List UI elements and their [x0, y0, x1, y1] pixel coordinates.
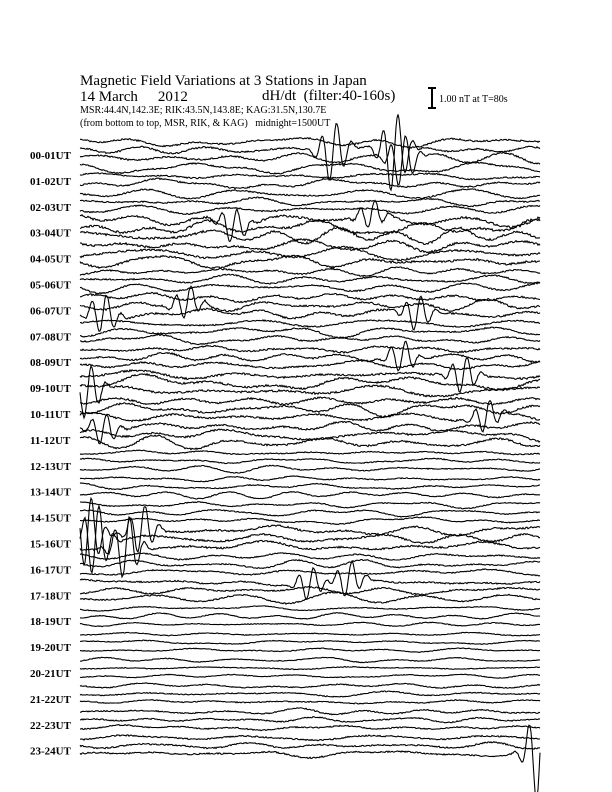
- trace-kag-14-15ut: [80, 502, 540, 509]
- trace-kag-12-13ut: [80, 450, 540, 455]
- hour-label: 08-09UT: [30, 357, 71, 370]
- trace-rik-02-03ut: [80, 197, 540, 207]
- hour-label: 13-14UT: [30, 486, 71, 499]
- hour-label: 02-03UT: [30, 201, 71, 214]
- trace-msr-18-19ut: [80, 622, 540, 626]
- trace-msr-04-05ut: [80, 255, 540, 268]
- trace-rik-10-11ut: [80, 403, 540, 418]
- midnight-note: midnight=1500UT: [255, 118, 331, 129]
- trace-msr-16-17ut: [80, 569, 540, 576]
- trace-rik-12-13ut: [80, 458, 540, 464]
- trace-kag-23-24ut: [80, 735, 540, 741]
- trace-rik-03-04ut: [80, 219, 540, 234]
- trace-msr-12-13ut: [80, 465, 540, 473]
- hour-label: 15-16UT: [30, 538, 71, 551]
- trace-kag-01-02ut: [80, 162, 540, 174]
- date-day: 14: [80, 89, 95, 105]
- trace-msr-08-09ut: [80, 360, 540, 370]
- hour-label: 19-20UT: [30, 642, 71, 655]
- trace-msr-10-11ut: [80, 401, 540, 432]
- trace-msr-14-15ut: [80, 517, 540, 525]
- trace-rik-23-24ut: [80, 742, 540, 750]
- trace-rik-17-18ut: [80, 587, 540, 595]
- trace-kag-20-21ut: [80, 657, 540, 662]
- trace-msr-20-21ut: [80, 674, 540, 678]
- hour-label: 20-21UT: [30, 668, 71, 680]
- trace-msr-05-06ut: [80, 283, 540, 294]
- hour-label: 06-07UT: [30, 305, 71, 318]
- hour-label: 23-24UT: [30, 745, 71, 758]
- hour-label: 21-22UT: [30, 693, 71, 706]
- hour-label: 22-23UT: [30, 719, 71, 732]
- scale-label: 1.00 nT at T=80s: [439, 94, 508, 105]
- trace-kag-21-22ut: [80, 683, 540, 689]
- trace-kag-19-20ut: [80, 632, 540, 636]
- trace-kag-18-19ut: [80, 606, 540, 611]
- order-note: (from bottom to top, MSR, RIK, & KAG): [80, 118, 248, 129]
- date-month: March: [98, 89, 138, 105]
- trace-kag-16-17ut: [80, 553, 540, 560]
- hour-label: 18-19UT: [30, 616, 71, 629]
- trace-msr-22-23ut: [80, 725, 540, 731]
- trace-rik-21-22ut: [80, 691, 540, 697]
- trace-rik-01-02ut: [80, 173, 540, 180]
- hour-label: 05-06UT: [30, 279, 71, 292]
- hour-label: 09-10UT: [30, 383, 71, 396]
- trace-msr-19-20ut: [80, 648, 540, 652]
- trace-msr-07-08ut: [80, 335, 540, 345]
- trace-rik-18-19ut: [80, 613, 540, 619]
- trace-kag-13-14ut: [80, 476, 540, 482]
- hour-label: 01-02UT: [30, 175, 71, 188]
- filter-label: (filter:40-160s): [303, 88, 396, 104]
- trace-rik-05-06ut: [80, 274, 540, 284]
- trace-msr-21-22ut: [80, 700, 540, 704]
- trace-rik-14-15ut: [80, 510, 540, 517]
- trace-msr-11-12ut: [80, 435, 540, 450]
- trace-kag-08-09ut: [80, 346, 540, 354]
- hour-label: 07-08UT: [30, 331, 71, 344]
- trace-rik-20-21ut: [80, 667, 540, 670]
- trace-rik-22-23ut: [80, 717, 540, 723]
- chart-title: Magnetic Field Variations at 3 Stations in Japan: [80, 73, 367, 89]
- trace-kag-02-03ut: [80, 189, 540, 199]
- trace-rik-13-14ut: [80, 483, 540, 490]
- trace-rik-19-20ut: [80, 640, 540, 644]
- trace-kag-00-01ut: [80, 138, 540, 149]
- trace-rik-06-07ut: [80, 286, 540, 318]
- trace-msr-13-14ut: [80, 492, 540, 500]
- hour-label: 12-13UT: [30, 460, 71, 473]
- trace-rik-16-17ut: [80, 560, 540, 569]
- stations-line: MSR:44.4N,142.3E; RIK:43.5N,143.8E; KAG:31.5N,130.7E: [80, 105, 327, 116]
- trace-kag-05-06ut: [80, 267, 540, 276]
- trace-kag-10-11ut: [80, 397, 540, 405]
- trace-msr-23-24ut: [80, 725, 540, 792]
- trace-msr-01-02ut: [80, 178, 540, 189]
- trace-kag-06-07ut: [80, 292, 540, 302]
- trace-msr-03-04ut: [80, 227, 540, 244]
- trace-kag-22-23ut: [80, 708, 540, 715]
- hour-label: 11-12UT: [30, 434, 71, 447]
- hour-label: 14-15UT: [30, 512, 71, 525]
- component-label: dH/dt: [262, 88, 297, 104]
- hour-label: 03-04UT: [30, 227, 71, 240]
- trace-rik-04-05ut: [80, 246, 540, 261]
- hour-label: 00-01UT: [30, 150, 71, 162]
- hour-label: 10-11UT: [30, 409, 71, 421]
- trace-kag-07-08ut: [80, 320, 540, 327]
- hour-label: 04-05UT: [30, 253, 71, 266]
- trace-kag-04-05ut: [80, 239, 540, 253]
- hour-label: 17-18UT: [30, 590, 71, 603]
- date-year: 2012: [157, 89, 188, 105]
- hour-label: 16-17UT: [30, 564, 71, 577]
